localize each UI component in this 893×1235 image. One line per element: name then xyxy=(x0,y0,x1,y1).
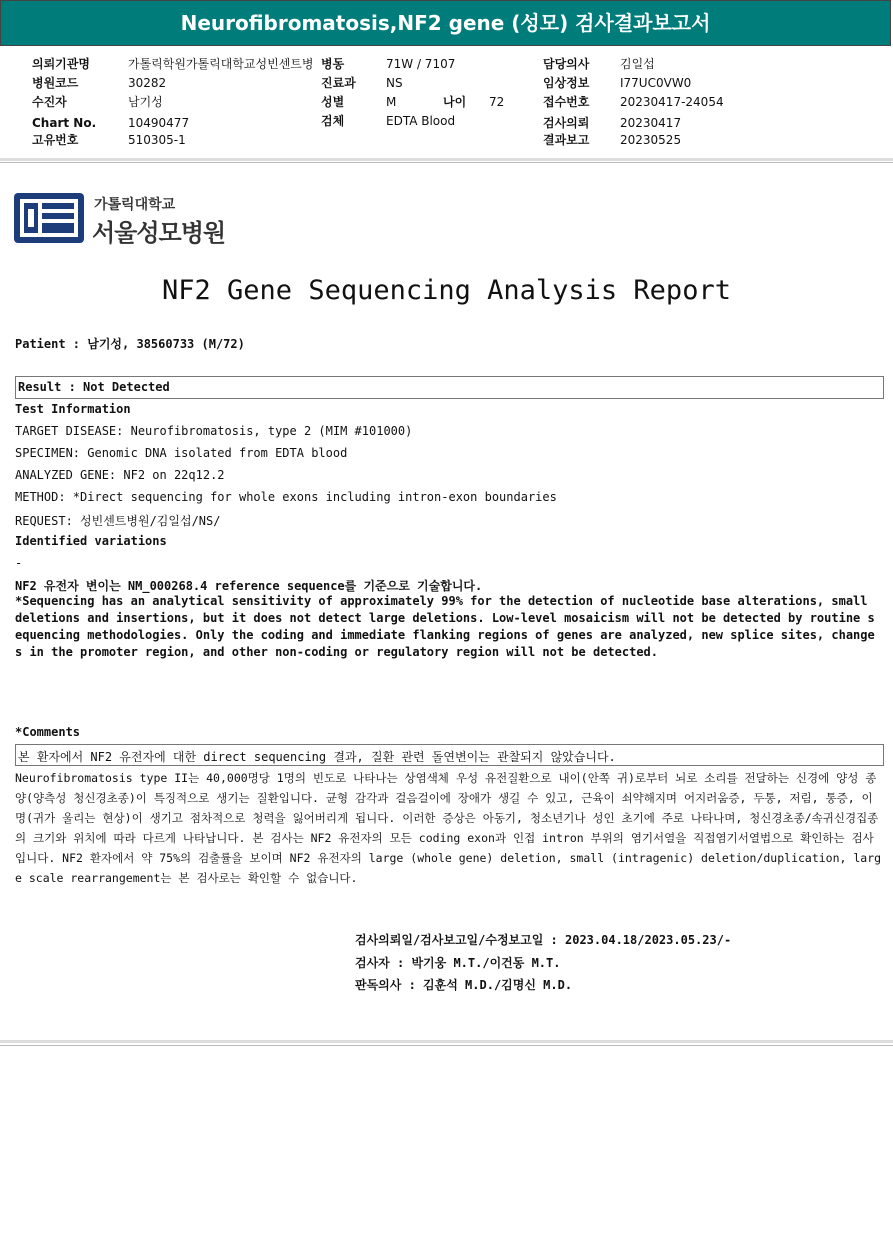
request-line: REQUEST: 성빈센트병원/김일섭/NS/ xyxy=(15,514,221,528)
logo-university-name: 가톨릭대학교 xyxy=(94,197,176,213)
method-line: METHOD: *Direct sequencing for whole exons including intron-exon boundaries xyxy=(15,490,557,504)
variations-heading: Identified variations xyxy=(15,534,167,548)
value-unique-id: 510305-1 xyxy=(128,133,186,147)
analyzed-gene: ANALYZED GENE: NF2 on 22q12.2 xyxy=(15,468,225,482)
reference-note: NF2 유전자 변이는 NM_000268.4 reference sequence를 기준으로 기술합니다. xyxy=(15,579,483,593)
label-request-date: 검사의뢰 xyxy=(543,116,590,130)
value-department: NS xyxy=(386,76,403,90)
value-hospital-code: 30282 xyxy=(128,76,167,90)
doctor-line: 판독의사 : 김훈석 M.D./김명신 M.D. xyxy=(355,978,573,992)
label-institution: 의뢰기관명 xyxy=(32,57,90,71)
value-specimen: EDTA Blood xyxy=(386,114,456,128)
label-ward: 병동 xyxy=(321,57,345,71)
label-patient: 수진자 xyxy=(32,95,67,109)
variations-value: - xyxy=(15,556,23,570)
label-age: 나이 xyxy=(443,95,467,109)
target-disease: TARGET DISEASE: Neurofibromatosis, type 2 (MIM #101000) xyxy=(15,424,413,438)
value-chart-no: 10490477 xyxy=(128,116,190,130)
result-text: Result : Not Detected xyxy=(18,380,170,394)
label-unique-id: 고유번호 xyxy=(32,133,79,147)
specimen-line: SPECIMEN: Genomic DNA isolated from EDTA blood xyxy=(15,446,348,460)
header-divider-thin xyxy=(0,162,893,163)
label-chart-no: Chart No. xyxy=(32,116,97,130)
logo-hospital-name: 서울성모병원 xyxy=(92,219,226,247)
value-sex: M xyxy=(386,95,397,109)
label-doctor: 담당의사 xyxy=(543,57,590,71)
header-divider xyxy=(0,158,893,161)
comment-text: Neurofibromatosis type II는 40,000명당 1명의 빈도로 나타나는 상염색체 우성 유전질환으로 내이(안쪽 귀)로부터 뇌로 소리를 전달하는 신경에 양성 종양(양측성 청신경초종)이 특징적으로 생기는 질환입니다. 균형 감각과 걸음걸이에 장애가 생길 수 있고, 근육이 쇠약해지며 어지러움증, 두통, 저림, 통증, 이명(귀가 울리는 현상)이 생기고 점차적으로 청력을 잃어버리게 됩니다. 이러한 증상은 아동기, 청소년기나 성인 초기에 주로 나타나며, 청신경초종/속귀신경집종의 크기와 위치에 따라 다르게 나타납니다. 본 검사는 NF2 유전자의 모든 coding exon과 인접 intron 부위의 염기서열을 직접염기서열법으로 확인하는 검사입니다. NF2 환자에서 약 75%의 검출률을 보이며 NF2 유전자의 large (whole gene) deletion, small (intragenic) deletion/duplication, large scale rearrangement는 본 검사로는 확인할 수 없습니다. xyxy=(15,771,882,885)
value-institution: 가톨릭학원가톨릭대학교성빈센트병 xyxy=(128,57,314,71)
comment-box xyxy=(15,744,884,766)
label-sex: 성별 xyxy=(321,95,345,109)
label-hospital-code: 병원코드 xyxy=(32,76,79,90)
label-report-date: 결과보고 xyxy=(543,133,590,147)
comments-heading: *Comments xyxy=(15,725,81,739)
value-accession: 20230417-24054 xyxy=(620,95,724,109)
value-ward: 71W / 7107 xyxy=(386,57,456,71)
value-doctor: 김일섭 xyxy=(620,57,655,71)
report-dates: 검사의뢰일/검사보고일/수정보고일 : 2023.04.18/2023.05.23/- xyxy=(355,933,732,947)
result-box xyxy=(15,376,884,399)
patient-line: Patient : 남기성, 38560733 (M/72) xyxy=(15,337,245,351)
label-clinical-info: 임상정보 xyxy=(543,76,590,90)
tester-line: 검사자 : 박기웅 M.T./이건동 M.T. xyxy=(355,956,561,970)
label-department: 진료과 xyxy=(321,76,356,90)
value-patient: 남기성 xyxy=(128,95,163,109)
label-specimen: 검체 xyxy=(321,114,345,128)
value-age: 72 xyxy=(489,95,505,109)
footer-divider xyxy=(0,1040,893,1043)
footer-divider-thin xyxy=(0,1045,893,1046)
label-accession: 접수번호 xyxy=(543,95,590,109)
value-report-date: 20230525 xyxy=(620,133,682,147)
comment-box-text: 본 환자에서 NF2 유전자에 대한 direct sequencing 결과, 질환 관련 돌연변이는 관찰되지 않았습니다. xyxy=(18,750,616,764)
sensitivity-note: *Sequencing has an analytical sensitivity of approximately 99% for the detection of nucleotide base alterations, small deletions and insertions, but it does not detect large deletions. Low-level mosaicism will not be detected by routine sequencing methodologies. Only the coding and immediate flanking regions of genes are analyzed, new splice sites, changes in the promoter region, and other non-coding or regulatory region will not be detected. xyxy=(15,594,875,659)
value-request-date: 20230417 xyxy=(620,116,682,130)
hospital-logo-icon xyxy=(14,193,84,243)
report-title-bar: Neurofibromatosis,NF2 gene (성모) 검사결과보고서 xyxy=(0,0,891,46)
report-heading: NF2 Gene Sequencing Analysis Report xyxy=(162,275,731,306)
value-clinical-info: I77UC0VW0 xyxy=(620,76,692,90)
test-info-heading: Test Information xyxy=(15,402,131,416)
